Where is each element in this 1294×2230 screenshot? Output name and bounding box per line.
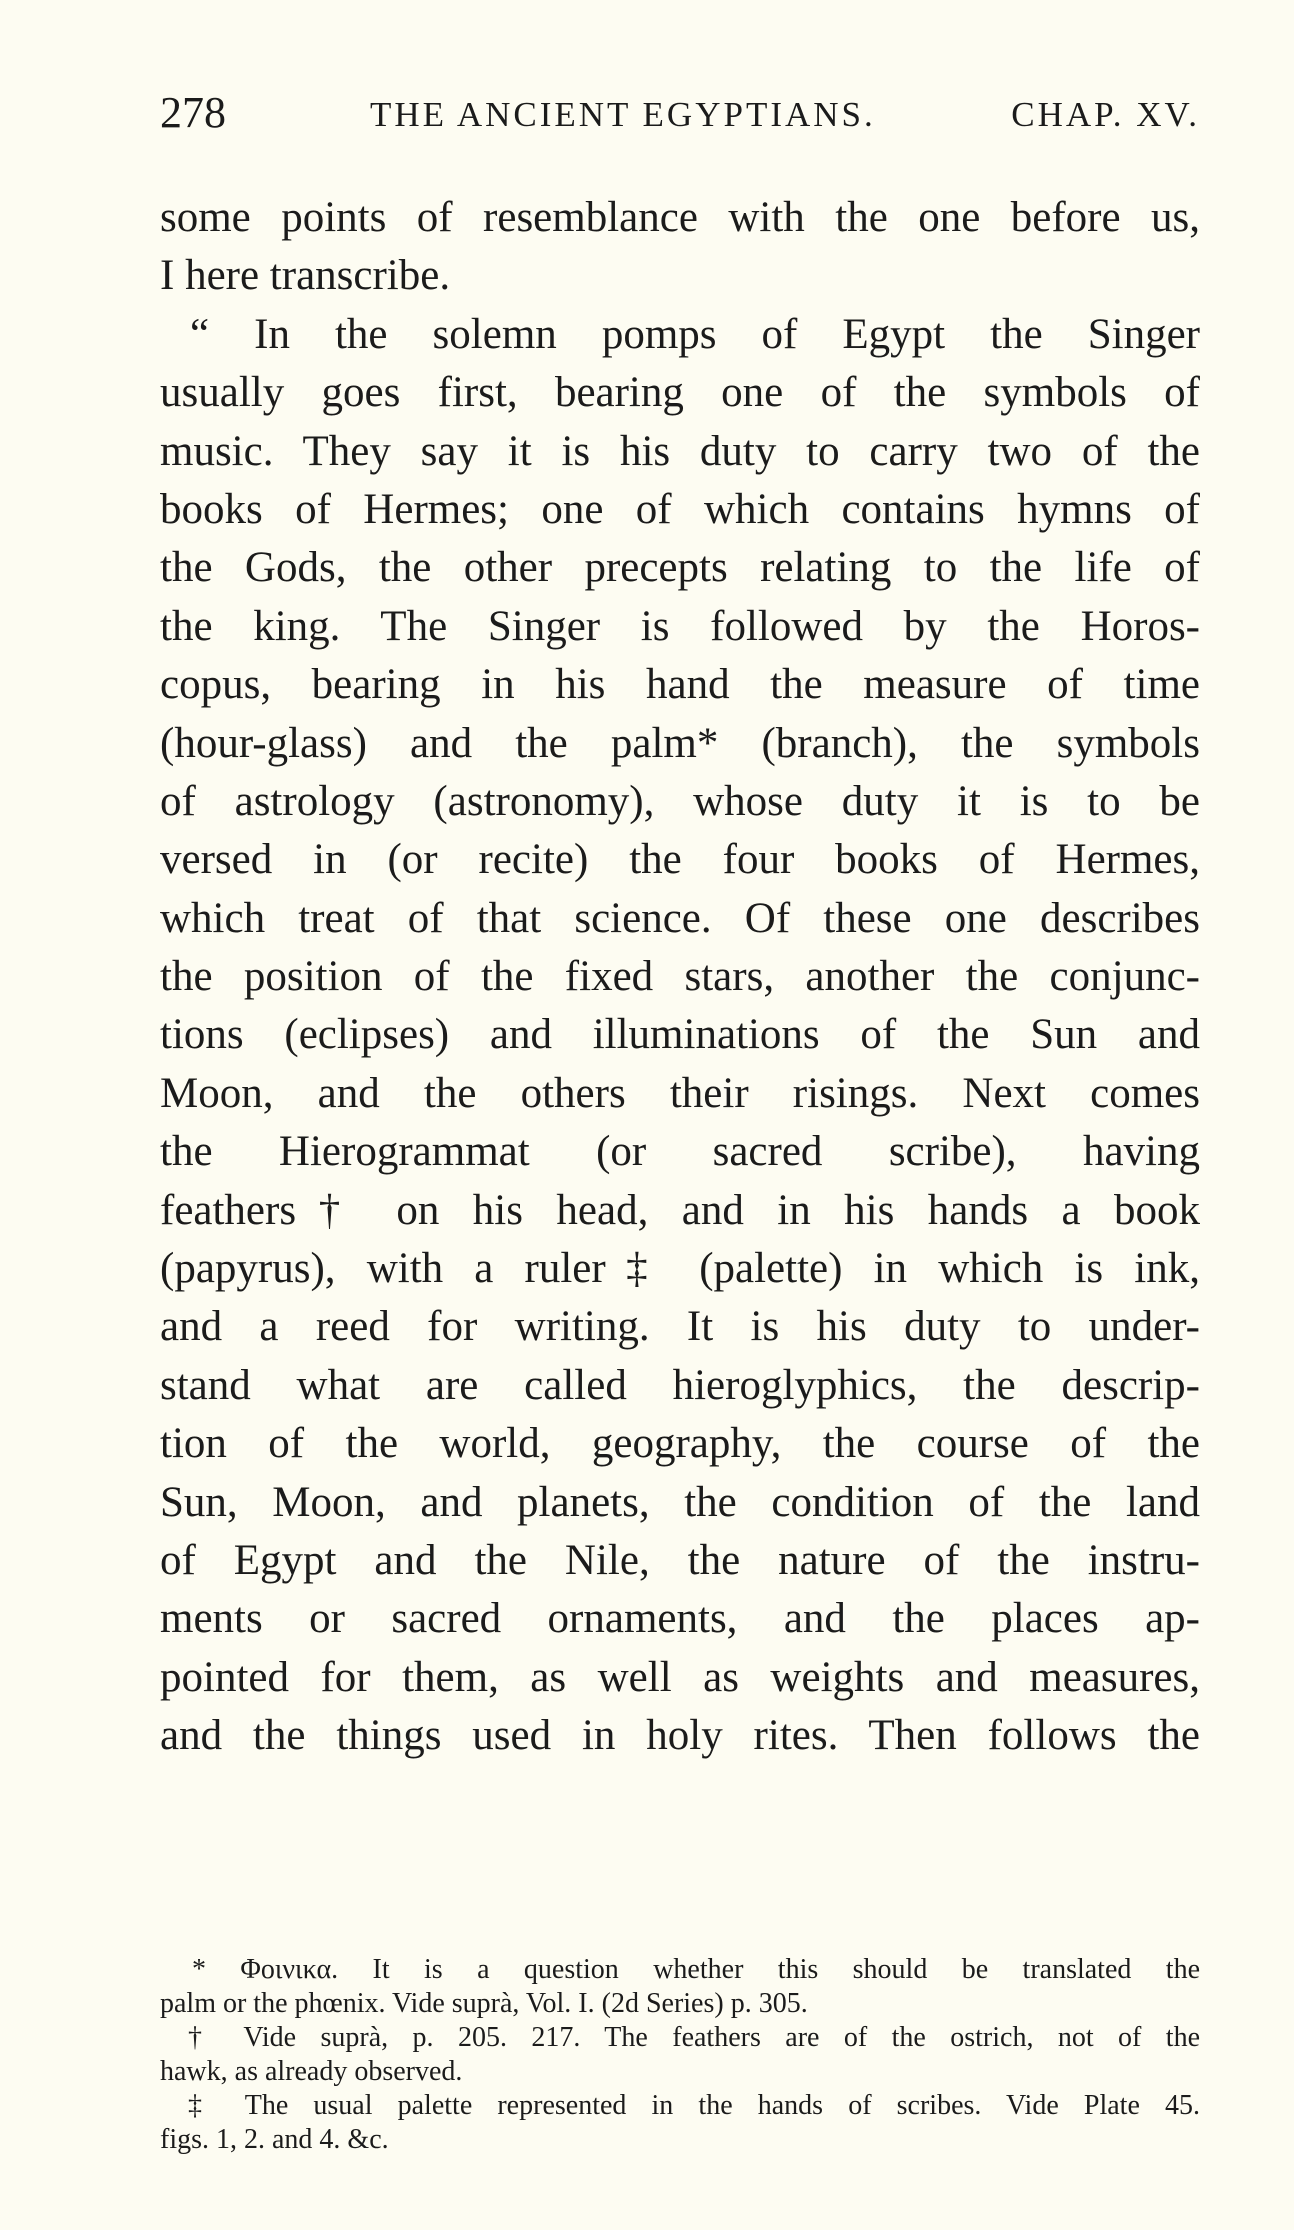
text-line: tions (eclipses) and illuminations of the Sun and bbox=[160, 1011, 1200, 1059]
text-line: the position of the fixed stars, another the conjunc- bbox=[160, 953, 1200, 1001]
text-line: the Hierogrammat (or sacred scribe), having bbox=[160, 1128, 1200, 1176]
text-line: tion of the world, geography, the course of the bbox=[160, 1420, 1200, 1468]
text-line: music. They say it is his duty to carry two of the bbox=[160, 427, 1200, 475]
text-line: pointed for them, as well as weights and measures, bbox=[160, 1653, 1200, 1701]
text-line: the Gods, the other precepts relating to the life of bbox=[160, 544, 1200, 592]
text-line: “ In the solemn pomps of Egypt the Singer bbox=[190, 310, 1200, 358]
text-line: which treat of that science. Of these one describes bbox=[160, 894, 1200, 942]
footnote-line: * Φοινικα. It is a question whether this should be translated the bbox=[192, 1954, 1200, 1985]
text-line: usually goes first, bearing one of the symbols of bbox=[160, 369, 1200, 417]
chapter-label: CHAP. XV. bbox=[1011, 95, 1200, 134]
text-line: and a reed for writing. It is his duty to under- bbox=[160, 1303, 1200, 1351]
text-line: versed in (or recite) the four books of Hermes, bbox=[160, 836, 1200, 884]
text-line: Moon, and the others their risings. Next comes bbox=[160, 1069, 1200, 1117]
text-line: ments or sacred ornaments, and the places ap- bbox=[160, 1595, 1200, 1643]
text-line: and the things used in holy rites. Then follows the bbox=[160, 1712, 1200, 1760]
footnote-line: ‡ The usual palette represented in the hands of scribes. Vide Plate 45. bbox=[188, 2090, 1200, 2121]
footnote-line: † Vide suprà, p. 205. 217. The feathers are of the ostrich, not of the bbox=[188, 2022, 1200, 2053]
text-line: I here transcribe. bbox=[160, 252, 451, 300]
text-line: feathers† on his head, and in his hands a book bbox=[160, 1186, 1200, 1234]
text-line: stand what are called hieroglyphics, the descrip- bbox=[160, 1361, 1200, 1409]
text-line: (papyrus), with a ruler‡ (palette) in which is ink, bbox=[160, 1245, 1200, 1293]
footnotes bbox=[160, 1953, 1200, 2157]
text-line: copus, bearing in his hand the measure of time bbox=[160, 661, 1200, 709]
body-text bbox=[160, 189, 1200, 1766]
text-line: of astrology (astronomy), whose duty it is to be bbox=[160, 777, 1200, 825]
page-number: 278 bbox=[160, 88, 226, 137]
text-line: books of Hermes; one of which contains hymns of bbox=[160, 485, 1200, 533]
footnote-line: hawk, as already observed. bbox=[160, 2056, 463, 2087]
text-line: the king. The Singer is followed by the Horos- bbox=[160, 602, 1200, 650]
page-header bbox=[160, 88, 1200, 138]
running-title: THE ANCIENT EGYPTIANS. bbox=[370, 95, 876, 134]
text-line: Sun, Moon, and planets, the condition of the land bbox=[160, 1478, 1200, 1526]
footnote-line: palm or the phœnix. Vide suprà, Vol. I. (2d Series) p. 305. bbox=[160, 1988, 808, 2019]
text-line: of Egypt and the Nile, the nature of the instru- bbox=[160, 1536, 1200, 1584]
text-line: some points of resemblance with the one before us, bbox=[160, 194, 1200, 241]
text-line: (hour-glass) and the palm* (branch), the symbols bbox=[160, 719, 1200, 767]
footnote-line: figs. 1, 2. and 4. &c. bbox=[160, 2124, 389, 2155]
